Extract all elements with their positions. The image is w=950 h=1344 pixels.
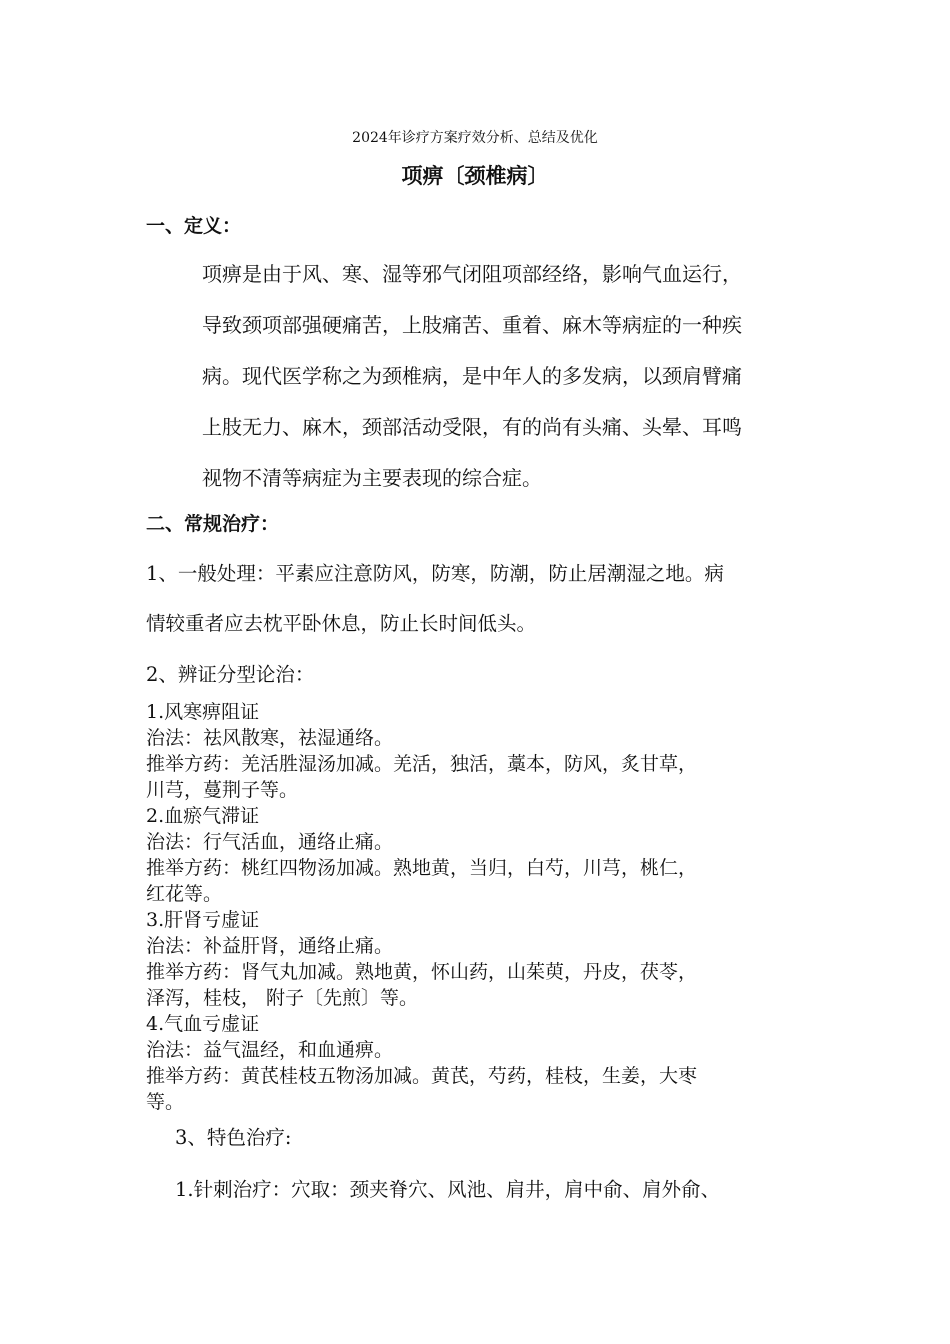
- acupuncture-line: 1.针刺治疗：穴取：颈夹脊穴、风池、肩井，肩中俞、肩外俞、: [175, 1178, 721, 1201]
- syndrome-line: 治法：益气温经，和血通痹。: [146, 1039, 394, 1061]
- page-title: 项痹〔颈椎病〕: [401, 163, 549, 188]
- definition-line: 视物不清等病症为主要表现的综合症。: [202, 466, 542, 490]
- section-treatment-heading: 二、常规治疗：: [146, 513, 280, 535]
- definition-line: 病。现代医学称之为颈椎病，是中年人的多发病，以颈肩臂痛: [202, 364, 742, 388]
- syndrome-line: 推举方药：肾气丸加减。熟地黄，怀山药，山茱萸，丹皮，茯苓，: [146, 961, 698, 983]
- syndrome-line: 治法：祛风散寒，祛湿通络。: [146, 727, 394, 749]
- definition-line: 项痹是由于风、寒、湿等邪气闭阻项部经络，影响气血运行，: [202, 262, 742, 286]
- syndrome-line: 推举方药：羌活胜湿汤加减。羌活，独活，藁本，防风，炙甘草，: [146, 753, 698, 775]
- syndrome-line: 推举方药：桃红四物汤加减。熟地黄，当归，白芍，川芎，桃仁，: [146, 857, 698, 879]
- syndrome-line: 红花等。: [146, 883, 223, 905]
- syndrome-line: 4.气血亏虚证: [146, 1013, 260, 1035]
- syndrome-line: 泽泻，桂枝， 附子〔先煎〕等。: [146, 987, 419, 1009]
- general-care-line: 情较重者应去枕平卧休息，防止长时间低头。: [146, 612, 537, 635]
- syndrome-types-list: [146, 699, 836, 1115]
- definition-line: 上肢无力、麻木，颈部活动受限，有的尚有头痛、头晕、耳鸣: [202, 415, 742, 439]
- syndrome-line: 治法：补益肝肾，通络止痛。: [146, 935, 394, 957]
- syndrome-typing-heading: 2、辨证分型论治：: [146, 663, 315, 686]
- special-treatment-heading: 3、特色治疗:: [175, 1126, 292, 1149]
- syndrome-line: 推举方药：黄芪桂枝五物汤加减。黄芪，芍药，桂枝，生姜，大枣: [146, 1065, 698, 1087]
- syndrome-line: 3.肝肾亏虚证: [146, 909, 260, 931]
- syndrome-line: 1.风寒痹阻证: [146, 701, 260, 723]
- syndrome-line: 等。: [146, 1091, 185, 1113]
- definition-line: 导致颈项部强硬痛苦，上肢痛苦、重着、麻木等病症的一种疾: [202, 313, 742, 337]
- definition-paragraph: [202, 249, 822, 504]
- syndrome-line: 2.血瘀气滞证: [146, 805, 260, 827]
- document-header: 2024年诊疗方案疗效分析、总结及优化: [352, 130, 598, 146]
- general-care-line: 1、一般处理：平素应注意防风，防寒，防潮，防止居潮湿之地。病: [146, 562, 724, 585]
- syndrome-line: 川芎，蔓荆子等。: [146, 779, 299, 801]
- syndrome-line: 治法：行气活血，通络止痛。: [146, 831, 394, 853]
- general-care-paragraph: [146, 549, 826, 649]
- section-definition-heading: 一、定义：: [146, 215, 242, 237]
